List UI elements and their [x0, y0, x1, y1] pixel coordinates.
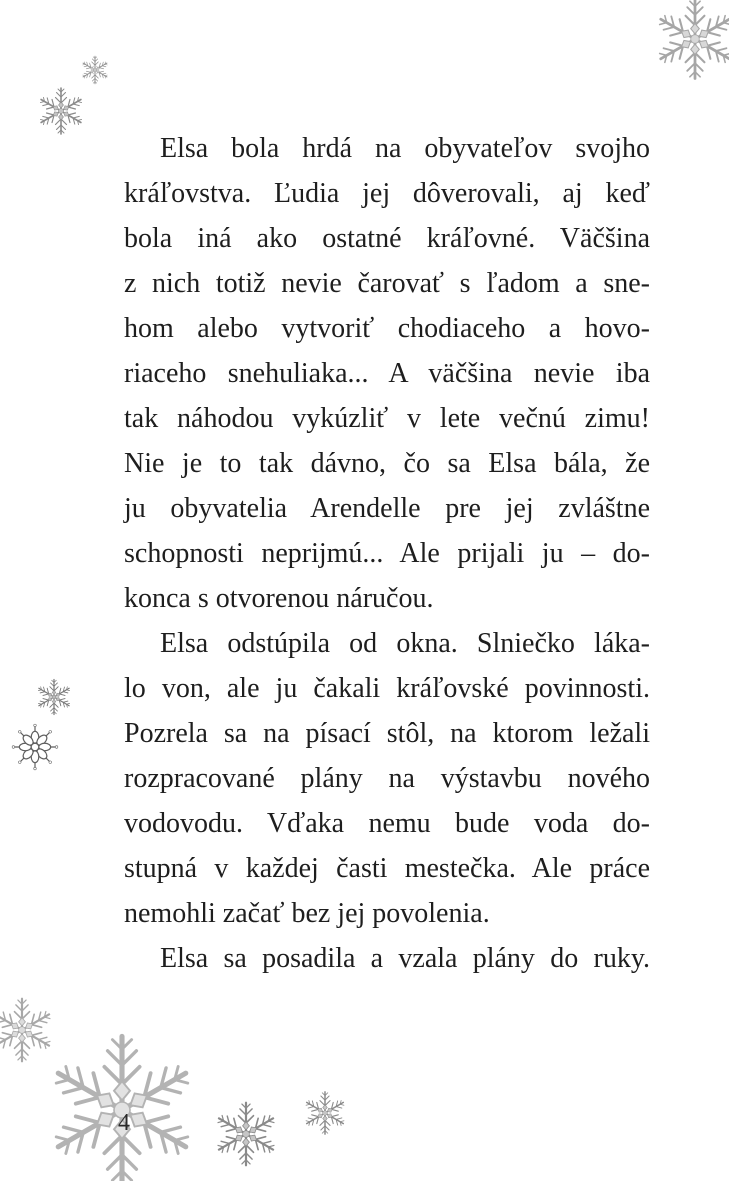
snowflake-icon	[212, 1100, 280, 1168]
text-line: bola iná ako ostatné kráľovné. Väčšina	[124, 223, 650, 254]
snowflake-icon	[302, 1090, 348, 1136]
text-line: Elsa bola hrdá na obyvateľov svojho	[160, 133, 650, 164]
text-line: hom alebo vytvoriť chodiaceho a hovo-	[124, 313, 650, 344]
page-number: 4	[118, 1110, 130, 1136]
text-line: stupná v každej časti mestečka. Ale práce	[124, 853, 650, 884]
paragraph-3	[124, 936, 650, 981]
text-line: riaceho snehuliaka... A väčšina nevie iba	[124, 358, 650, 389]
snowflake-flower-icon	[8, 720, 62, 774]
paragraph-2	[124, 621, 650, 936]
text-line: tak náhodou vykúzliť v lete večnú zimu!	[124, 403, 650, 434]
text-line: Elsa odstúpila od okna. Slniečko láka-	[160, 628, 650, 659]
text-line: schopnosti neprijmú... Ale prijali ju – do-	[124, 538, 650, 569]
snowflake-icon	[652, 0, 729, 82]
text-line: Pozrela sa na písací stôl, na ktorom ležali	[124, 718, 650, 749]
snowflake-icon	[35, 678, 73, 716]
text-line: Elsa sa posadila a vzala plány do ruky.	[160, 943, 650, 974]
text-line: rozpracované plány na výstavbu nového	[124, 763, 650, 794]
text-line: z nich totiž nevie čarovať s ľadom a sne-	[124, 268, 650, 299]
snowflake-icon	[80, 55, 110, 85]
text-line: ju obyvatelia Arendelle pre jej zvláštne	[124, 493, 650, 524]
body-text	[124, 126, 650, 981]
text-line: konca s otvorenou náručou.	[124, 583, 434, 614]
snowflake-icon	[36, 86, 86, 136]
text-line: nemohli začať bez jej povolenia.	[124, 898, 490, 929]
text-line: Nie je to tak dávno, čo sa Elsa bála, že	[124, 448, 650, 479]
text-line: vodovodu. Vďaka nemu bude voda do-	[124, 808, 650, 839]
snowflake-icon	[42, 1030, 202, 1181]
text-line: kráľovstva. Ľudia jej dôverovali, aj keď	[124, 178, 650, 209]
paragraph-1	[124, 126, 650, 621]
text-line: lo von, ale ju čakali kráľovské povinnosti.	[124, 673, 650, 704]
